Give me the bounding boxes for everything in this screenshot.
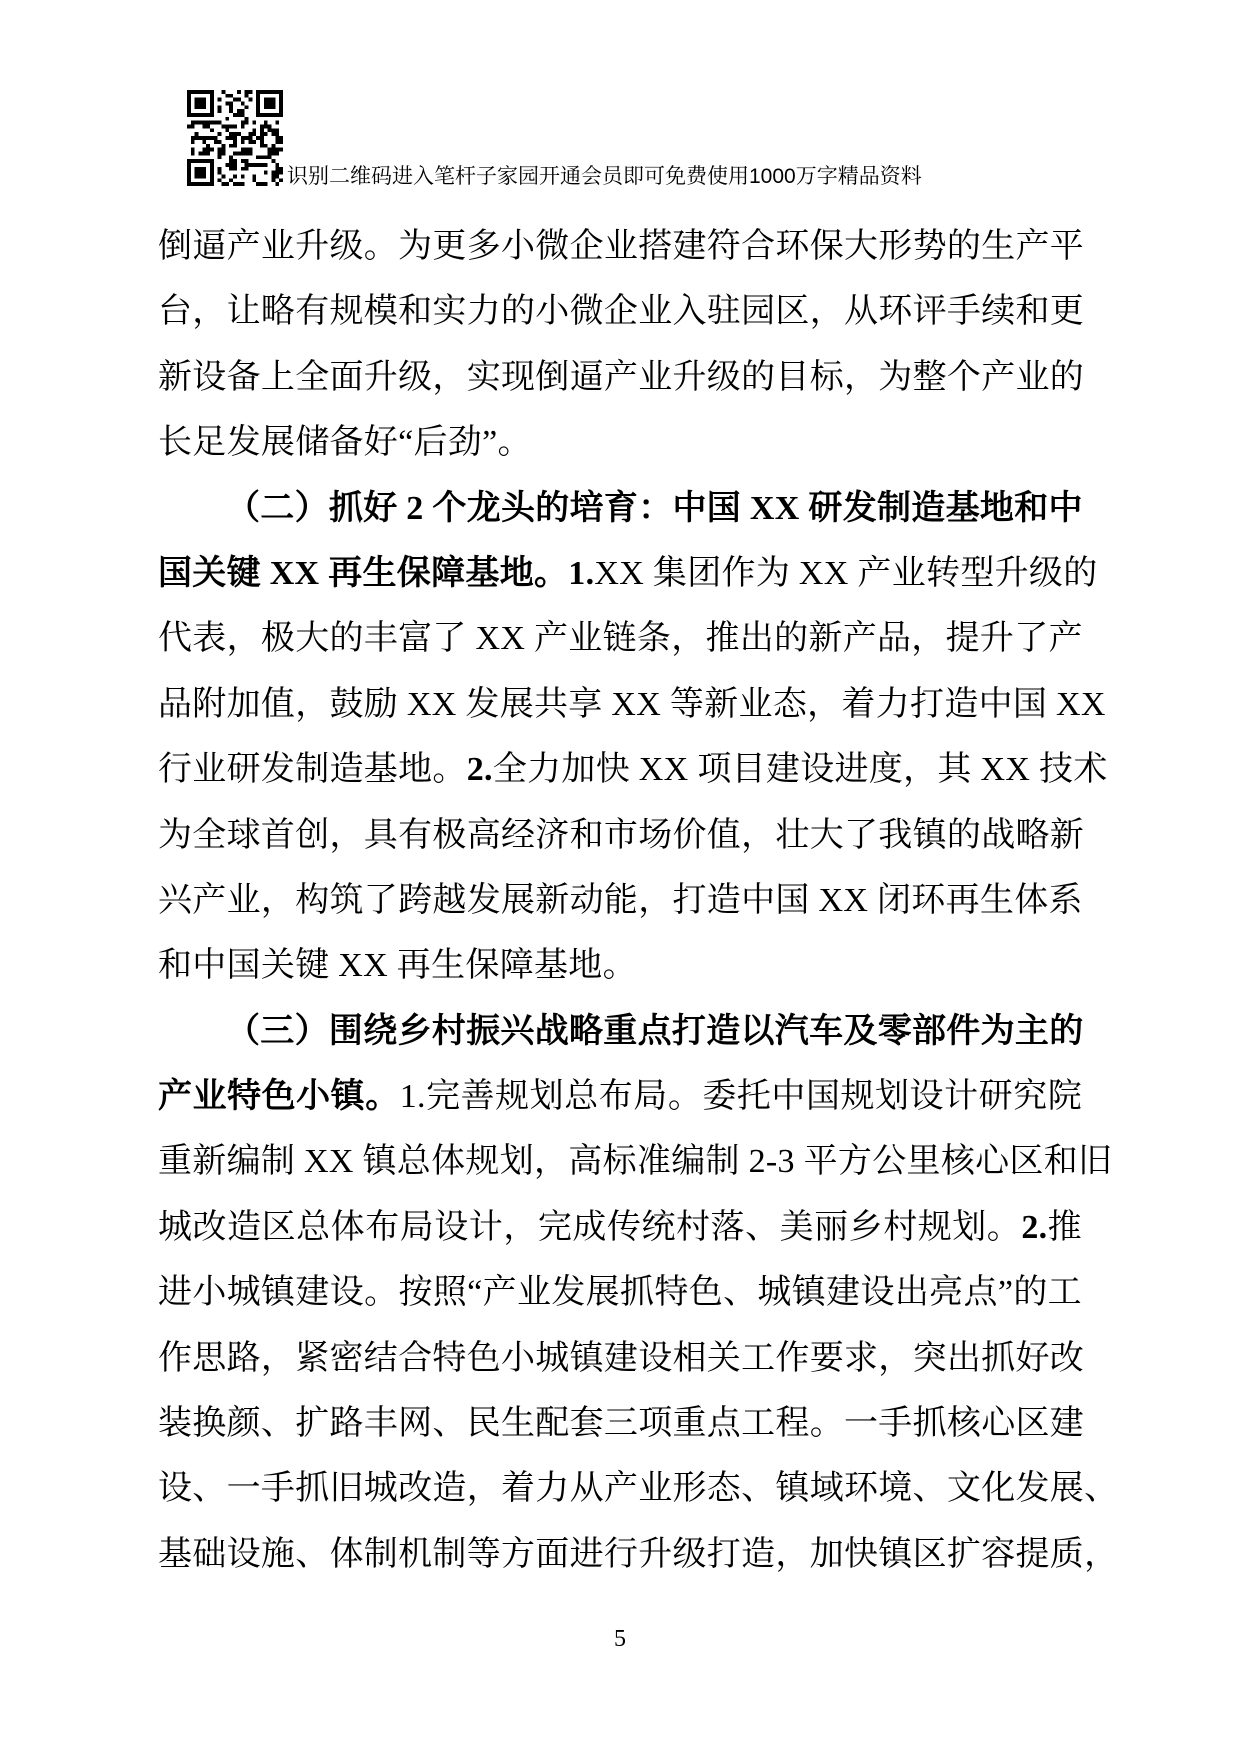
bold-text: 产业特色小镇。 — [158, 1078, 400, 1116]
text-run: 品附加值，鼓励 XX 发展共享 XX 等新业态，着力打造中国 XX — [158, 685, 1106, 723]
text-line — [158, 1129, 1113, 1194]
text-run: 长足发展储备好“后劲”。 — [158, 424, 532, 462]
text-line — [158, 933, 1082, 998]
qr-caption: 识别二维码进入笔杆子家园开通会员即可免费使用1000万字精品资料 — [287, 165, 922, 188]
text-line — [158, 1326, 1085, 1391]
qr-code-icon — [187, 90, 283, 186]
text-line — [158, 1522, 1119, 1587]
text-line — [158, 279, 1085, 344]
text-line — [158, 1260, 1082, 1325]
text-run: 进小城镇建设。按照“产业发展抓特色、城镇建设出亮点”的工 — [158, 1274, 1082, 1312]
text-run: 作思路，紧密结合特色小城镇建设相关工作要求，突出抓好改 — [158, 1339, 1085, 1377]
text-line — [158, 868, 1082, 933]
bold-text: （三）围绕乡村振兴战略重点打造以汽车及零部件为主的 — [226, 1012, 1084, 1050]
text-line — [158, 1195, 1082, 1260]
text-run: 装换颜、扩路丰网、民生配套三项重点工程。一手抓核心区建 — [158, 1405, 1085, 1443]
text-run: 设、一手抓旧城改造，着力从产业形态、镇域环境、文化发展、 — [158, 1470, 1119, 1508]
text-run: 兴产业，构筑了跨越发展新动能，打造中国 XX 闭环再生体系 — [158, 881, 1083, 919]
text-line — [158, 803, 1085, 868]
document-body — [158, 214, 1119, 1587]
text-run: 倒逼产业升级。为更多小微企业搭建符合环保大形势的生产平 — [158, 228, 1085, 265]
text-run: 台，让略有规模和实力的小微企业入驻园区，从环评手续和更 — [158, 293, 1085, 331]
bold-text: 国关键 XX 再生保障基地。1. — [158, 554, 595, 592]
text-run: 新设备上全面升级，实现倒逼产业升级的目标，为整个产业的 — [158, 358, 1085, 396]
section-heading-line — [158, 476, 1082, 541]
bold-text: 2. — [466, 751, 493, 789]
text-run: 为全球首创，具有极高经济和市场价值，壮大了我镇的战略新 — [158, 816, 1085, 854]
text-run: 行业研发制造基地。 — [158, 751, 467, 789]
text-line — [158, 410, 1082, 475]
text-line — [158, 672, 1106, 737]
text-run: 全力加快 XX 项目建设进度，其 XX 技术 — [492, 751, 1108, 789]
bold-text: （二）抓好 2 个龙头的培育：中国 XX 研发制造基地和中 — [226, 489, 1083, 527]
text-line — [158, 1456, 1119, 1521]
text-line — [158, 1391, 1085, 1456]
text-line — [158, 214, 1085, 279]
text-run: 推 — [1047, 1208, 1082, 1246]
text-run: XX 集团作为 XX 产业转型升级的 — [594, 554, 1098, 592]
text-run: 重新编制 XX 镇总体规划，高标准编制 2-3 平方公里核心区和旧 — [158, 1143, 1113, 1181]
text-line — [158, 1064, 1082, 1129]
text-run: 基础设施、体制机制等方面进行升级打造，加快镇区扩容提质， — [158, 1535, 1119, 1573]
text-line — [158, 541, 1098, 606]
text-line — [158, 345, 1085, 410]
text-run: 1.完善规划总布局。委托中国规划设计研究院 — [399, 1078, 1082, 1116]
text-line — [158, 606, 1082, 671]
text-run: 代表，极大的丰富了 XX 产业链条，推出的新产品，提升了产 — [158, 620, 1083, 658]
section-heading-line — [158, 999, 1082, 1064]
page-number: 5 — [614, 1626, 626, 1652]
text-run: 和中国关键 XX 再生保障基地。 — [158, 947, 637, 985]
bold-text: 2. — [1021, 1208, 1048, 1246]
text-run: 城改造区总体布局设计，完成传统村落、美丽乡村规划。 — [158, 1208, 1022, 1246]
text-line — [158, 737, 1108, 802]
